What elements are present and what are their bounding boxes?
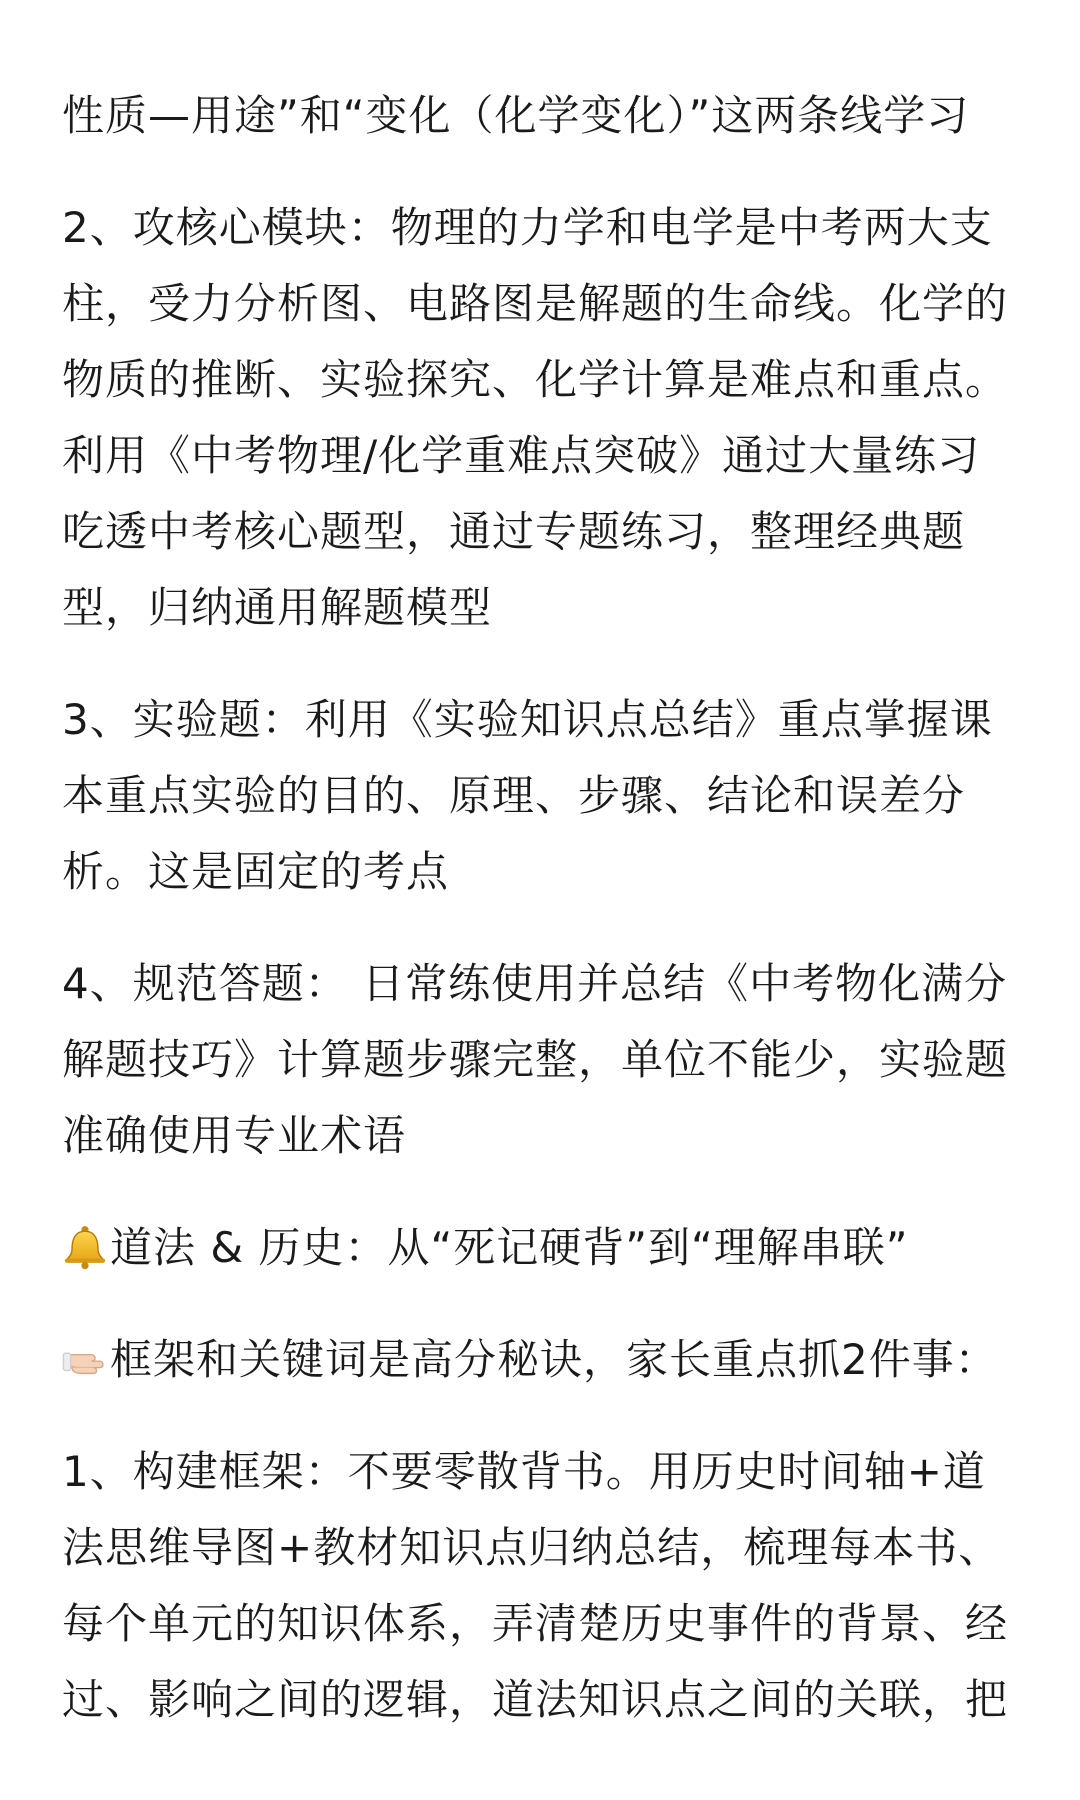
- paragraph-intro: 性质—用途”和“变化（化学变化）”这两条线学习: [62, 91, 970, 140]
- paragraph-experiments: 3、实验题：利用《实验知识点总结》重点掌握课本重点实验的目的、原理、步骤、结论和误差分析。这是固定的考点: [62, 695, 993, 896]
- section-heading-text: 道法 & 历史：从“死记硬背”到“理解串联”: [110, 1223, 909, 1272]
- pointing-hand-icon: [62, 1336, 108, 1382]
- paragraph-answer-standards: 4、规范答题： 日常练使用并总结《中考物化满分解题技巧》计算题步骤完整，单位不能少，实验题准确使用专业术语: [62, 959, 1009, 1160]
- article-body: [62, 78, 1022, 1774]
- tip-line: [62, 1322, 1022, 1398]
- paragraph-build-framework: 1、构建框架：不要零散背书。用历史时间轴+道法思维导图+教材知识点归纳总结，梳理每本书、每个单元的知识体系，弄清楚历史事件的背景、经过、影响之间的逻辑，道法知识点之间的关联，把: [62, 1447, 1009, 1724]
- section-heading-history: [62, 1210, 1022, 1286]
- bell-icon: [62, 1224, 108, 1270]
- paragraph-core-modules: 2、攻核心模块：物理的力学和电学是中考两大支柱，受力分析图、电路图是解题的生命线。化学的物质的推断、实验探究、化学计算是难点和重点。利用《中考物理/化学重难点突破》通过大量练习吃透中考核心题型，通过专题练习，整理经典题型，归纳通用解题模型: [62, 203, 1009, 632]
- tip-text: 框架和关键词是高分秘诀，家长重点抓2件事：: [110, 1335, 998, 1384]
